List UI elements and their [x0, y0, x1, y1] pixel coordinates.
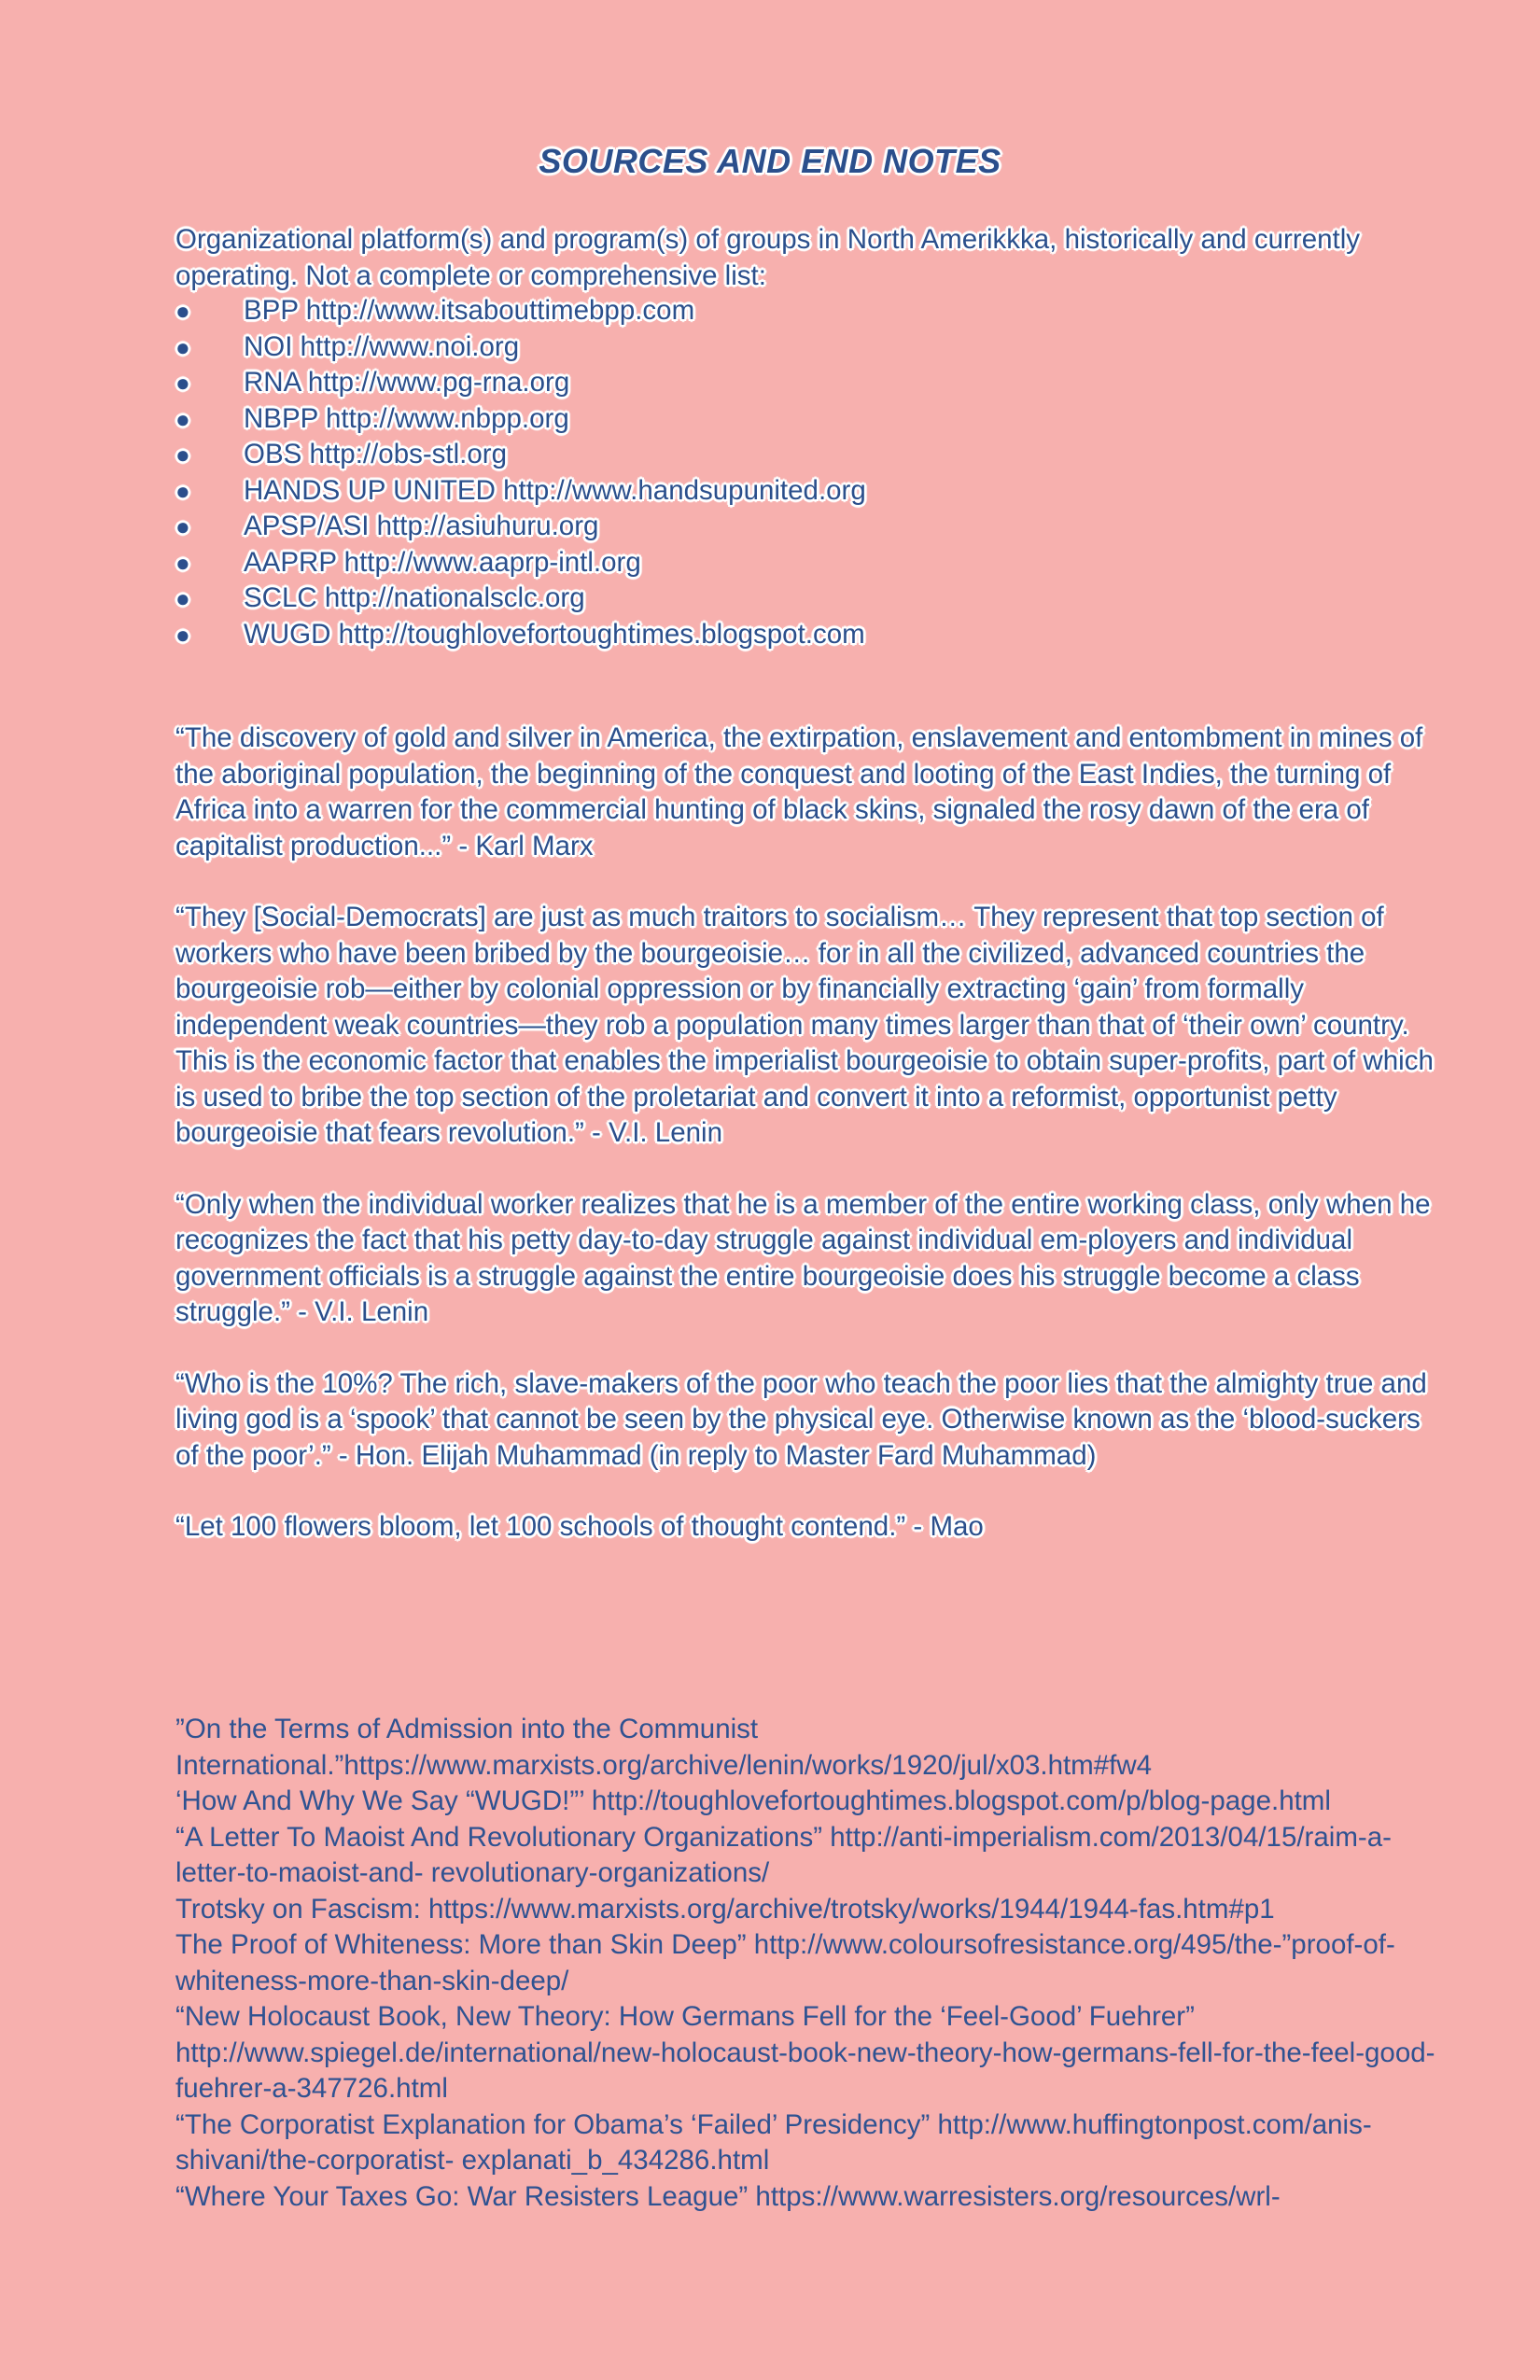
list-item: ● APSP/ASI http://asiuhuru.org — [175, 509, 1389, 545]
bullet-icon: ● — [175, 297, 190, 325]
quote-elijah-muhammad: “Who is the 10%? The rich, slave-makers of the poor who teach the poor lies that the almighty true and living god is a ‘spook’ that cannot be seen by the physical eye. Otherwise known as the ‘blood-suckers of the poor’.” - Hon. Elijah Muhammad (in reply to Master Fard Muhammad) — [175, 1367, 1427, 1471]
bullet-icon: ● — [175, 584, 190, 612]
quote-mao: “Let 100 flowers bloom, let 100 schools of thought contend.” - Mao — [175, 1511, 984, 1542]
list-item: ● BPP http://www.itsabouttimebpp.com — [175, 293, 1389, 329]
quotes-section — [175, 721, 1435, 1581]
list-item: ● RNA http://www.pg-rna.org — [175, 365, 1389, 401]
list-item: ● WUGD http://toughlovefortoughtimes.blogspot.com — [175, 617, 1389, 653]
reference-item: The Proof of Whiteness: More than Skin Deep” http://www.coloursofresistance.org/495/the-”proof-of-whiteness-more-than-skin-deep/ — [175, 1929, 1395, 1996]
bullet-icon: ● — [175, 332, 190, 361]
reference-item: “A Letter To Maoist And Revolutionary Organizations” http://anti-imperialism.com/2013/04/15/raim-a-letter-to-maoist-and- revolutionary-organizations/ — [175, 1821, 1392, 1888]
intro-paragraph: Organizational platform(s) and program(s) of groups in North Amerikkka, historically and currently operating. Not a complete or comprehensive list: — [175, 224, 1361, 291]
list-item: ● OBS http://obs-stl.org — [175, 437, 1389, 473]
quote-lenin-class-struggle: “Only when the individual worker realizes that he is a member of the entire working class, only when he recognizes the fact that his petty day-to-day struggle against individual em-ployers and individual government officials is a struggle against the entire bourgeoisie does his struggle become a class struggle.” - V.I. Lenin — [175, 1188, 1431, 1327]
list-item: ● NOI http://www.noi.org — [175, 329, 1389, 366]
references-section — [175, 1712, 1435, 2215]
quote-lenin-traitors: “They [Social-Democrats] are just as much traitors to socialism… They represent that top section of workers who have been bribed by the bourgeoisie… for in all the civilized, advanced countries the bourgeoisie rob—either by colonial oppression or by financially extracting ‘gain’ from formally independent weak countries—they rob a population many times larger than that of ‘their own’ country. This is the economic factor that enables the imperialist bourgeoisie to obtain super-profits, part of which is used to bribe the top section of the proletariat and convert it into a reformist, opportunist petty bourgeoisie that fears revolution.” - V.I. Lenin — [175, 902, 1434, 1148]
bullet-icon: ● — [175, 548, 190, 577]
page-title: SOURCES AND END NOTES — [539, 142, 1001, 180]
list-item: ● NBPP http://www.nbpp.org — [175, 401, 1389, 438]
reference-item: ‘How And Why We Say “WUGD!”’ http://toughlovefortoughtimes.blogspot.com/p/blog-page.html — [175, 1785, 1331, 1816]
reference-item: ”On the Terms of Admission into the Communist International.”https://www.marxists.org/archive/lenin/works/1920/jul/x03.htm#fw4 — [175, 1714, 1153, 1781]
bullet-icon: ● — [175, 476, 190, 505]
bullet-icon: ● — [175, 441, 190, 469]
bullet-icon: ● — [175, 620, 190, 649]
reference-item: Trotsky on Fascism: https://www.marxists.org/archive/trotsky/works/1944/1944-fas.htm#p1 — [175, 1893, 1275, 1925]
bullet-icon: ● — [175, 369, 190, 397]
list-item: ● HANDS UP UNITED http://www.handsupunited.org — [175, 473, 1389, 510]
reference-item: “Where Your Taxes Go: War Resisters League” https://www.warresisters.org/resources/wrl- — [175, 2180, 1281, 2212]
bullet-icon: ● — [175, 404, 190, 433]
reference-item: “New Holocaust Book, New Theory: How Germans Fell for the ‘Feel-Good’ Fuehrer” http://www.spiegel.de/international/new-holocaust-book-new-theory-how-germans-fell-for-the-feel-good-fuehrer-a-347726.html — [175, 2001, 1435, 2104]
bullet-icon: ● — [175, 512, 190, 540]
reference-item: “The Corporatist Explanation for Obama’s ‘Failed’ Presidency” http://www.huffingtonpost.com/anis-shivani/the-corporatist- explanati_b_434286.html — [175, 2108, 1372, 2176]
list-item: ● SCLC http://nationalsclc.org — [175, 581, 1389, 617]
quote-marx: “The discovery of gold and silver in America, the extirpation, enslavement and entombment in mines of the aboriginal population, the beginning of the conquest and looting of the East Indies, the turning of Africa into a warren for the commercial hunting of black skins, signaled the rosy dawn of the era of capitalist production...” - Karl Marx — [175, 722, 1423, 861]
list-item: ● AAPRP http://www.aaprp-intl.org — [175, 545, 1389, 581]
organization-list — [175, 293, 1389, 652]
